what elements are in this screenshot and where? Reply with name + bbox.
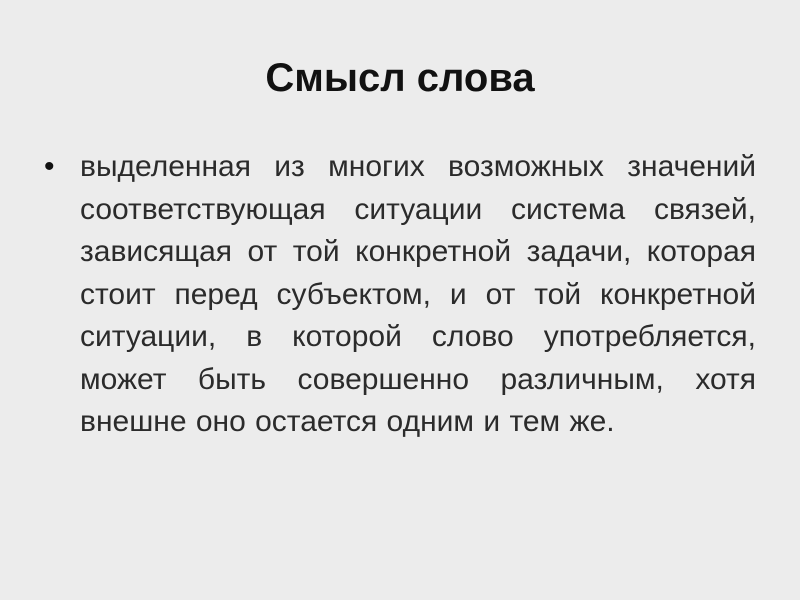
bullet-list — [44, 146, 756, 444]
bullet-text: выделенная из многих возможных значений соответствующая ситуации система связей, зависящая от той конкретной задачи, которая стоит перед субъектом, и от той конкретной ситуации, в которой слово употребляется, может быть совершенно различным, хотя внешне оно остается одним и тем же. — [80, 150, 756, 438]
bullet-item — [44, 146, 756, 444]
slide-title: Смысл слова — [265, 56, 535, 100]
bullet-marker: • — [44, 150, 55, 183]
